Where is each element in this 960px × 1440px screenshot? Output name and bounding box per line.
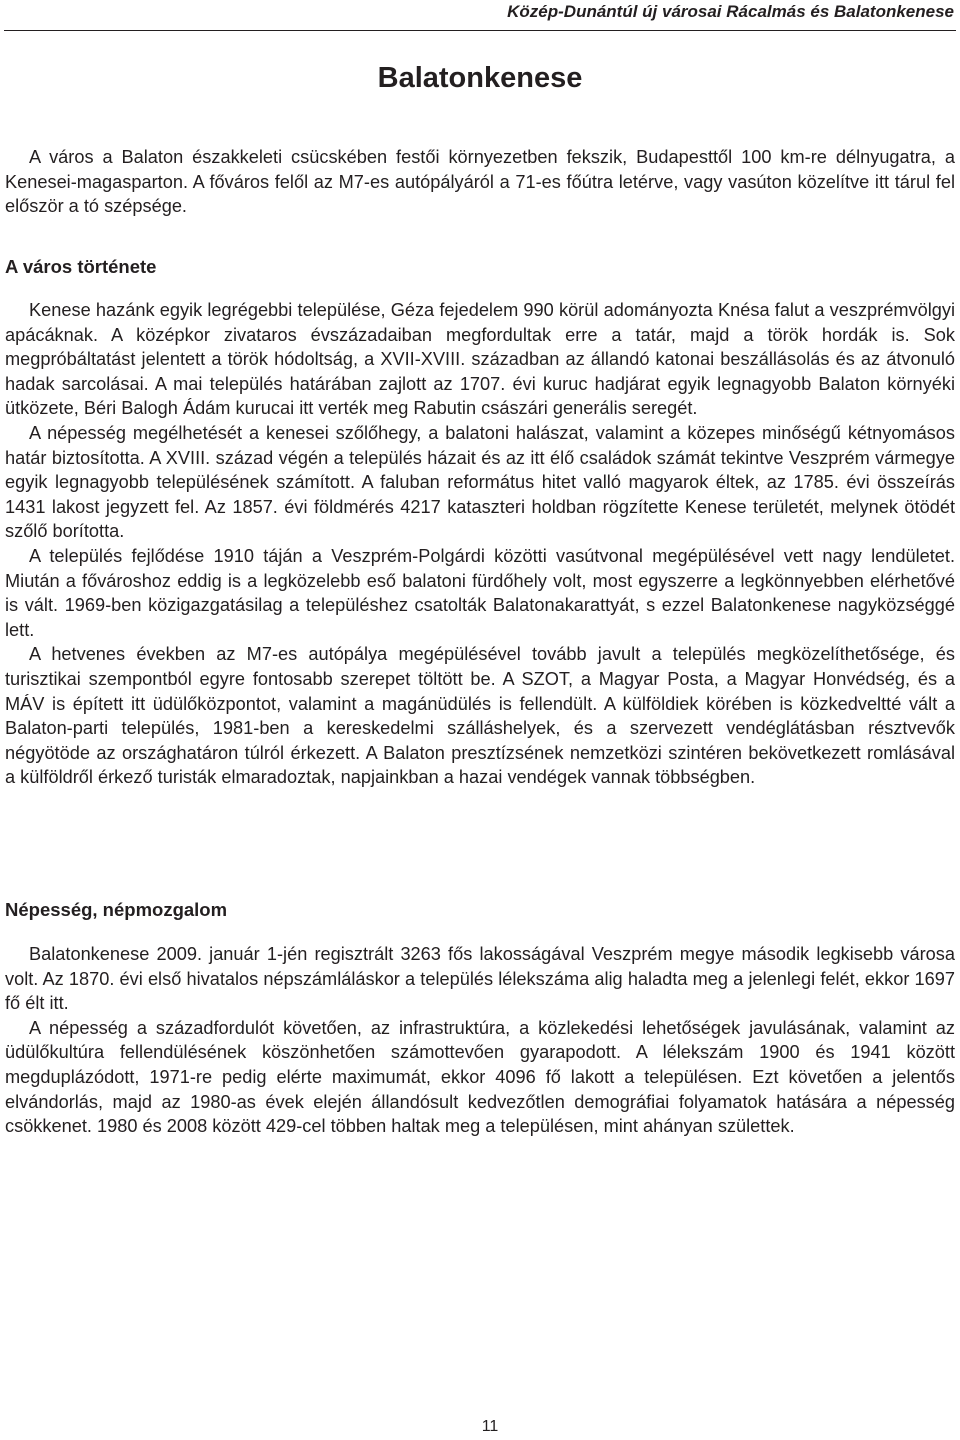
page-number: 11	[481, 1418, 499, 1435]
history-heading: A város története	[5, 256, 157, 277]
population-heading: Népesség, népmozgalom	[5, 899, 228, 920]
running-header: Közép-Dunántúl új városai Rácalmás és Balatonkenese	[507, 2, 954, 21]
page-title: Balatonkenese	[377, 62, 583, 94]
history-paragraph: A település fejlődése 1910 táján a Veszprém-Polgárdi közötti vasútvonal megépülésével vett nagy lendületet. Miután a fővároshoz eddig is a legközelebb eső balatoni fürdőhely volt, most egyszerre a legkönnyebben elérhetővé is vált. 1969-ben közigazgatásilag a településhez csatolták Balatonakarattyát, s ezzel Balatonkenese nagyközséggé lett.	[5, 545, 955, 640]
history-paragraph: Kenese hazánk egyik legrégebbi települése, Géza fejedelem 990 körül adományozta Knésa falut a veszprémvölgyi apácáknak. A középkor zivataros évszázadaiban megfordultak erre a tatár, majd a török hordák is. Sok megpróbáltatást jelentett a török hódoltság, a XVII-XVIII. században az állandó katonai beszállásolás és az átvonuló hadak sarcolásai. A mai település határában zajlott az 1707. évi kuruc hadjárat egyik legnagyobb Balaton környéki ütközete, Béri Balogh Ádám kurucai itt verték meg Rabutin császári generális seregét.	[5, 300, 955, 419]
intro-paragraph: A város a Balaton északkeleti csücskében festői környezetben fekszik, Budapesttől 100 km-re délnyugatra, a Kenesei-magasparton. A főváros felől az M7-es autópályáról a 71-es főútra letérve, vagy vasúton közelítve itt tárul fel először a tó szépsége.	[5, 147, 955, 217]
history-paragraph: A hetvenes években az M7-es autópálya megépülésével tovább javult a település megközelíthetősége, és turisztikai szempontból egyre fontosabb szerepet töltött be. A SZOT, a Magyar Posta, a Magyar Honvédség, és a MÁV is épített itt üdülőközpontot, valamint a magánüdülés is fellendült. A külföldiek körében is közkedveltté vált a Balaton-parti település, 1981-ben a kereskedelmi szálláshelyek, és a szervezett vendéglátásban résztvevők négyötöde az országhatáron túlról érkezett. A Balaton presztízsének nemzetközi szintéren bekövetkezett romlásával a külföldről érkező turisták elmaradoztak, napjainkban a hazai vendégek vannak többségben.	[5, 644, 955, 788]
header-divider	[4, 30, 956, 31]
history-section	[5, 298, 955, 790]
history-paragraph: A népesség megélhetését a kenesei szőlőhegy, a balatoni halászat, valamint a közepes minőségű kétnyomásos határ biztosította. A XVIII. század végén a település házait és az itt élő családok számát tekintve Veszprém vármegye egyik legnagyobb településének számított. A faluban református hitet valló magyarok éltek, az 1785. évi összeírás 1431 lakost jegyzett fel. Az 1857. évi földmérés 4217 kataszteri holdban rögzítette Kenese területét, melynek ötödét szőlő borította.	[5, 422, 955, 542]
population-section	[5, 942, 955, 1139]
population-paragraph: Balatonkenese 2009. január 1-jén regisztrált 3263 fős lakosságával Veszprém megye második legkisebb városa volt. Az 1870. évi első hivatalos népszámláláskor a település lélekszáma alig haladta meg a jelenlegi felét, ekkor 1697 fő élt itt.	[5, 944, 955, 1014]
population-paragraph: A népesség a századfordulót követően, az infrastruktúra, a közlekedési lehetőségek javulásának, valamint az üdülőkultúra fellendülésének köszönhetően számottevően gyarapodott. A lélekszám 1900 és 1941 között megduplázódott, 1971-re pedig elérte maximumát, ekkor 4096 fő lakott a településen. Ezt követően a jelentős elvándorlás, majd az 1980-as évek elején állandósult kedvezőtlen demográfiai folyamatok hatására a népesség csökkenet. 1980 és 2008 között 429-cel többen haltak meg a településen, mint ahányan születtek.	[5, 1017, 955, 1137]
intro-section	[5, 145, 955, 219]
